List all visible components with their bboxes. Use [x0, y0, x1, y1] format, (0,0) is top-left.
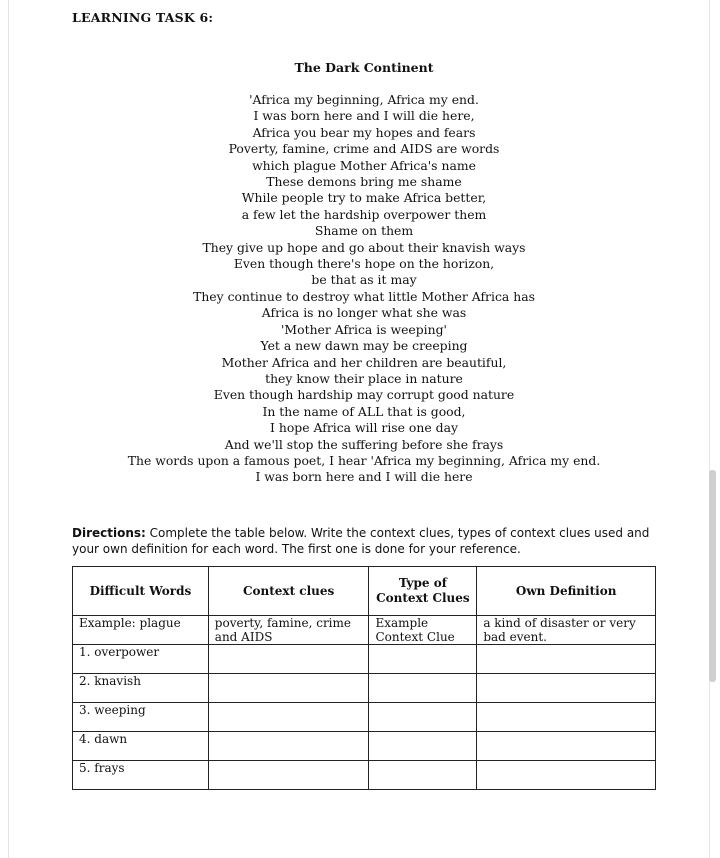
- context-clues-table: [72, 566, 656, 790]
- word-cell: 3. weeping: [73, 703, 209, 732]
- header-difficult-words: Difficult Words: [73, 567, 209, 616]
- definition-cell[interactable]: [477, 674, 656, 703]
- task-title: LEARNING TASK 6:: [72, 10, 214, 25]
- table-header-row: [73, 567, 656, 616]
- context-clues-cell[interactable]: [208, 732, 369, 761]
- scrollbar-thumb[interactable]: [709, 470, 716, 682]
- poem-line: They continue to destroy what little Mother Africa has: [193, 288, 535, 304]
- example-context-clues: poverty, famine, crime and AIDS: [208, 616, 369, 645]
- poem-body: [0, 92, 720, 486]
- definition-cell[interactable]: [477, 761, 656, 790]
- poem-line: The words upon a famous poet, I hear 'Africa my beginning, Africa my end.: [127, 452, 601, 468]
- header-type-of-context-clues: Type of Context Clues: [369, 567, 477, 616]
- word-cell: 5. frays: [73, 761, 209, 790]
- poem-title: The Dark Continent: [294, 60, 434, 75]
- type-cell[interactable]: [369, 761, 477, 790]
- header-context-clues: Context clues: [208, 567, 369, 616]
- poem-line: Africa is no longer what she was: [261, 305, 467, 321]
- poem-line: a few let the hardship overpower them: [241, 206, 487, 222]
- context-clues-cell[interactable]: [208, 703, 369, 732]
- context-clues-cell[interactable]: [208, 674, 369, 703]
- directions-text: Complete the table below. Write the context clues, types of context clues used and your own definition for each word. The first one is done for your reference.: [72, 526, 650, 556]
- poem-line: which plague Mother Africa's name: [252, 157, 476, 173]
- poem-line: 'Mother Africa is weeping': [281, 321, 447, 337]
- poem-line: Mother Africa and her children are beautiful,: [221, 354, 507, 370]
- poem-line: These demons bring me shame: [266, 174, 462, 190]
- definition-cell[interactable]: [477, 703, 656, 732]
- poem-line: Africa you bear my hopes and fears: [252, 124, 476, 140]
- poem-line: 'Africa my beginning, Africa my end.: [249, 92, 479, 107]
- poem-line: And we'll stop the suffering before she frays: [224, 436, 504, 452]
- poem-line: Yet a new dawn may be creeping: [260, 338, 468, 354]
- type-cell[interactable]: [369, 674, 477, 703]
- poem-line: Even though hardship may corrupt good nature: [213, 387, 515, 403]
- poem-line: Shame on them: [314, 223, 414, 239]
- poem-line: I hope Africa will rise one day: [270, 420, 458, 436]
- example-type: Example Context Clue: [369, 616, 477, 645]
- table-row: [73, 732, 656, 761]
- table-row-example: [73, 616, 656, 645]
- type-cell[interactable]: [369, 732, 477, 761]
- example-definition: a kind of disaster or very bad event.: [477, 616, 656, 645]
- header-own-definition: Own Definition: [477, 567, 656, 616]
- poem-line: In the name of ALL that is good,: [262, 403, 466, 419]
- table-row: [73, 761, 656, 790]
- directions-paragraph: [72, 525, 662, 557]
- context-clues-cell[interactable]: [208, 761, 369, 790]
- poem-line: Poverty, famine, crime and AIDS are words: [228, 141, 500, 157]
- word-cell: 2. knavish: [73, 674, 209, 703]
- poem-line: be that as it may: [311, 272, 417, 288]
- table-row: [73, 703, 656, 732]
- poem-line: they know their place in nature: [265, 370, 463, 386]
- definition-cell[interactable]: [477, 645, 656, 674]
- table-row: [73, 674, 656, 703]
- poem-line: They give up hope and go about their knavish ways: [202, 239, 526, 255]
- table-row: [73, 645, 656, 674]
- type-cell[interactable]: [369, 703, 477, 732]
- example-word: Example: plague: [73, 616, 209, 645]
- poem-line: Even though there's hope on the horizon,: [233, 256, 495, 272]
- poem-line: While people try to make Africa better,: [241, 190, 487, 206]
- word-cell: 4. dawn: [73, 732, 209, 761]
- word-cell: 1. overpower: [73, 645, 209, 674]
- directions-label: Directions:: [72, 526, 146, 540]
- type-cell[interactable]: [369, 645, 477, 674]
- context-clues-cell[interactable]: [208, 645, 369, 674]
- definition-cell[interactable]: [477, 732, 656, 761]
- poem-line: I was born here and I will die here,: [253, 108, 475, 124]
- poem-line: I was born here and I will die here: [255, 469, 473, 485]
